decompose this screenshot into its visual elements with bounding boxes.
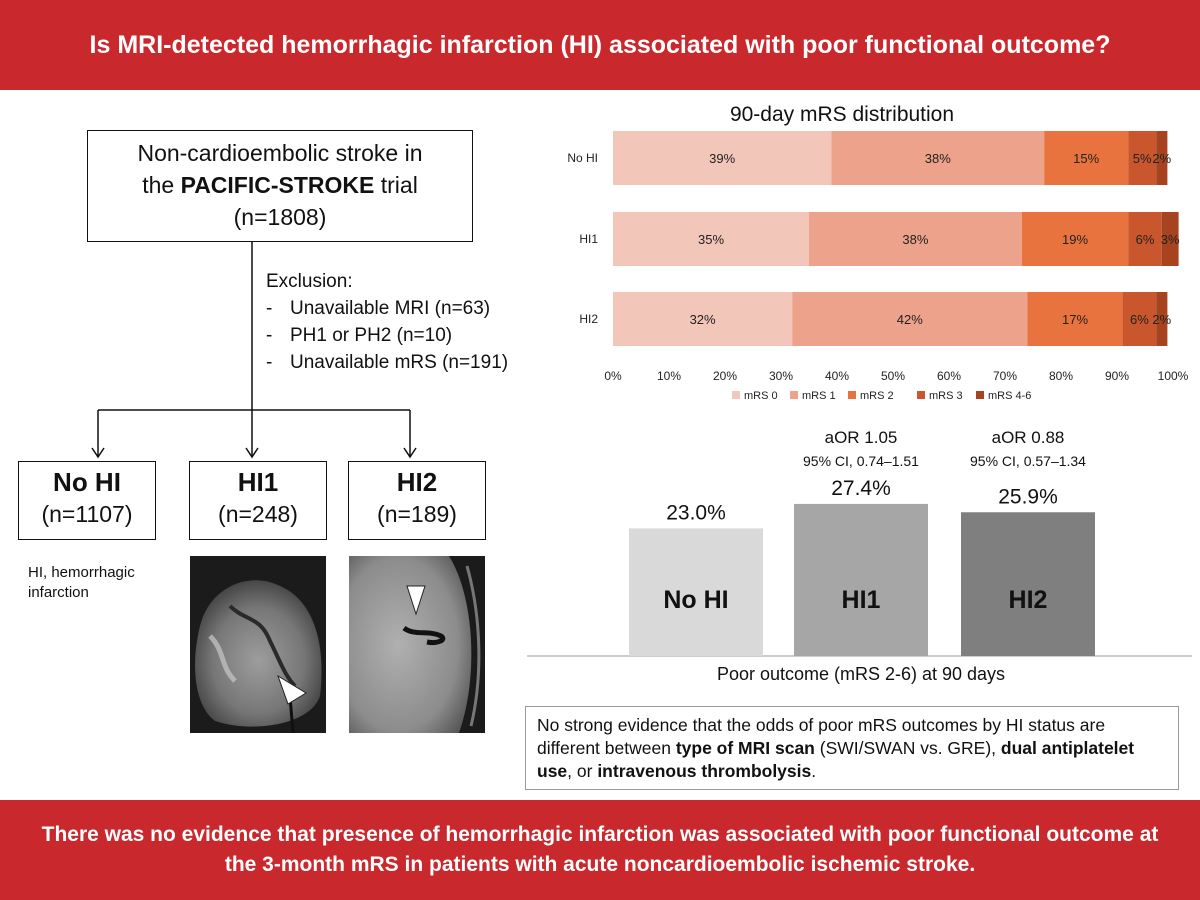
data-label: 5% xyxy=(1132,151,1152,166)
finding-text: , or xyxy=(567,761,598,781)
data-label: 6% xyxy=(1135,232,1155,247)
finding-text: . xyxy=(811,761,817,781)
exclusion-item: - Unavailable MRI (n=63) xyxy=(266,295,508,322)
finding-text: No strong evidence that the odds of poor mRS outcomes by HI status are different between xyxy=(537,715,1106,758)
group-box-hi1 xyxy=(189,461,327,540)
chart-title: 90-day mRS distribution xyxy=(729,103,955,126)
data-label: 2% xyxy=(1152,312,1172,327)
group-count: (n=1107) xyxy=(41,501,133,527)
mri-image-hi1 xyxy=(190,556,326,733)
mrs-distribution-chart xyxy=(540,95,1190,415)
abbreviation-note: HI, hemorrhagic infarction xyxy=(28,564,135,601)
group-count: (n=248) xyxy=(218,501,298,527)
category-label: No HI xyxy=(567,151,598,165)
trial-box xyxy=(87,130,473,242)
data-label: 38% xyxy=(924,151,951,166)
finding-bold-mri: type of MRI scan xyxy=(675,738,815,758)
ci-label: 95% CI, 0.57–1.34 xyxy=(970,453,1086,469)
mri-hi2-graphic xyxy=(349,556,485,733)
conclusion-text: There was no evidence that presence of hemorrhagic infarction was associated with poor functional outcome at the 3-month mRS in patients with acute noncardioembolic ischemic stroke. xyxy=(41,823,1159,876)
trial-line-2-post: trial xyxy=(374,172,418,198)
value-label: 27.4% xyxy=(831,476,891,500)
tick-label: 100% xyxy=(1157,369,1189,383)
category-label: HI1 xyxy=(579,232,598,246)
legend-swatch xyxy=(732,391,740,399)
finding-bold-antiplatelet: dual antiplatelet use xyxy=(537,738,1135,781)
group-box-no-hi xyxy=(18,461,156,540)
data-label: 32% xyxy=(689,312,716,327)
finding-box xyxy=(525,706,1179,790)
data-label: 17% xyxy=(1061,312,1089,327)
conclusion-banner xyxy=(0,800,1200,900)
mri-image-hi2 xyxy=(349,556,485,733)
data-label: 6% xyxy=(1130,312,1149,327)
legend-swatch xyxy=(848,391,856,399)
poor-outcome-chart xyxy=(525,415,1195,705)
finding-text: (SWI/SWAN vs. GRE), xyxy=(814,738,1001,758)
exclusion-item: - Unavailable mRS (n=191) xyxy=(266,349,508,376)
group-count: (n=189) xyxy=(377,501,457,527)
exclusion-list xyxy=(266,268,508,376)
legend-label: mRS 2 xyxy=(860,390,894,402)
ci-label: 95% CI, 0.74–1.51 xyxy=(803,453,919,469)
value-label: 23.0% xyxy=(666,501,726,525)
aor-label: aOR 1.05 xyxy=(824,428,898,447)
trial-count: (n=1808) xyxy=(233,204,327,230)
bar-category-label: HI1 xyxy=(841,586,881,614)
tick-label: 90% xyxy=(1104,369,1130,383)
group-name: HI2 xyxy=(396,467,438,497)
data-label: 19% xyxy=(1061,232,1089,247)
group-name: HI1 xyxy=(237,467,279,497)
data-label: 35% xyxy=(697,232,725,247)
legend-label: mRS 1 xyxy=(802,390,836,402)
legend-swatch xyxy=(917,391,925,399)
exclusion-item: - PH1 or PH2 (n=10) xyxy=(266,322,508,349)
legend-label: mRS 3 xyxy=(929,390,963,402)
tick-label: 10% xyxy=(656,369,682,383)
bar-category-label: HI2 xyxy=(1008,586,1048,614)
tick-label: 20% xyxy=(712,369,738,383)
aor-label: aOR 0.88 xyxy=(991,428,1065,447)
tick-label: 60% xyxy=(936,369,962,383)
group-box-hi2 xyxy=(348,461,486,540)
data-label: 2% xyxy=(1152,151,1172,166)
data-label: 38% xyxy=(902,232,929,247)
legend-swatch xyxy=(790,391,798,399)
bar-category-label: No HI xyxy=(663,586,729,614)
trial-name: PACIFIC-STROKE xyxy=(180,172,375,198)
exclusion-title: Exclusion: xyxy=(266,271,353,292)
finding-bold-thrombolysis: intravenous thrombolysis xyxy=(597,761,812,781)
outcome-bar xyxy=(961,512,1095,656)
value-label: 25.9% xyxy=(998,485,1058,509)
legend-label: mRS 4-6 xyxy=(988,390,1032,402)
data-label: 42% xyxy=(896,312,923,327)
group-name: No HI xyxy=(53,467,121,497)
tick-label: 40% xyxy=(824,369,850,383)
tick-label: 30% xyxy=(768,369,794,383)
data-label: 3% xyxy=(1160,232,1180,247)
mri-hi1-graphic xyxy=(190,556,326,733)
tick-label: 70% xyxy=(992,369,1018,383)
question-text: Is MRI-detected hemorrhagic infarction (HI) associated with poor functional outcome? xyxy=(89,30,1111,59)
legend-label: mRS 0 xyxy=(744,390,778,402)
tick-label: 0% xyxy=(604,369,622,383)
trial-line-1: Non-cardioembolic stroke in xyxy=(137,140,423,166)
trial-line-2-pre: the xyxy=(142,172,181,198)
data-label: 39% xyxy=(709,151,736,166)
category-label: HI2 xyxy=(579,312,598,326)
tick-label: 80% xyxy=(1048,369,1074,383)
x-axis-label: Poor outcome (mRS 2-6) at 90 days xyxy=(716,664,1006,684)
trial-line-2 xyxy=(88,169,472,201)
data-label: 15% xyxy=(1073,151,1100,166)
legend-swatch xyxy=(976,391,984,399)
outcome-bar xyxy=(794,504,928,656)
tick-label: 50% xyxy=(880,369,906,383)
